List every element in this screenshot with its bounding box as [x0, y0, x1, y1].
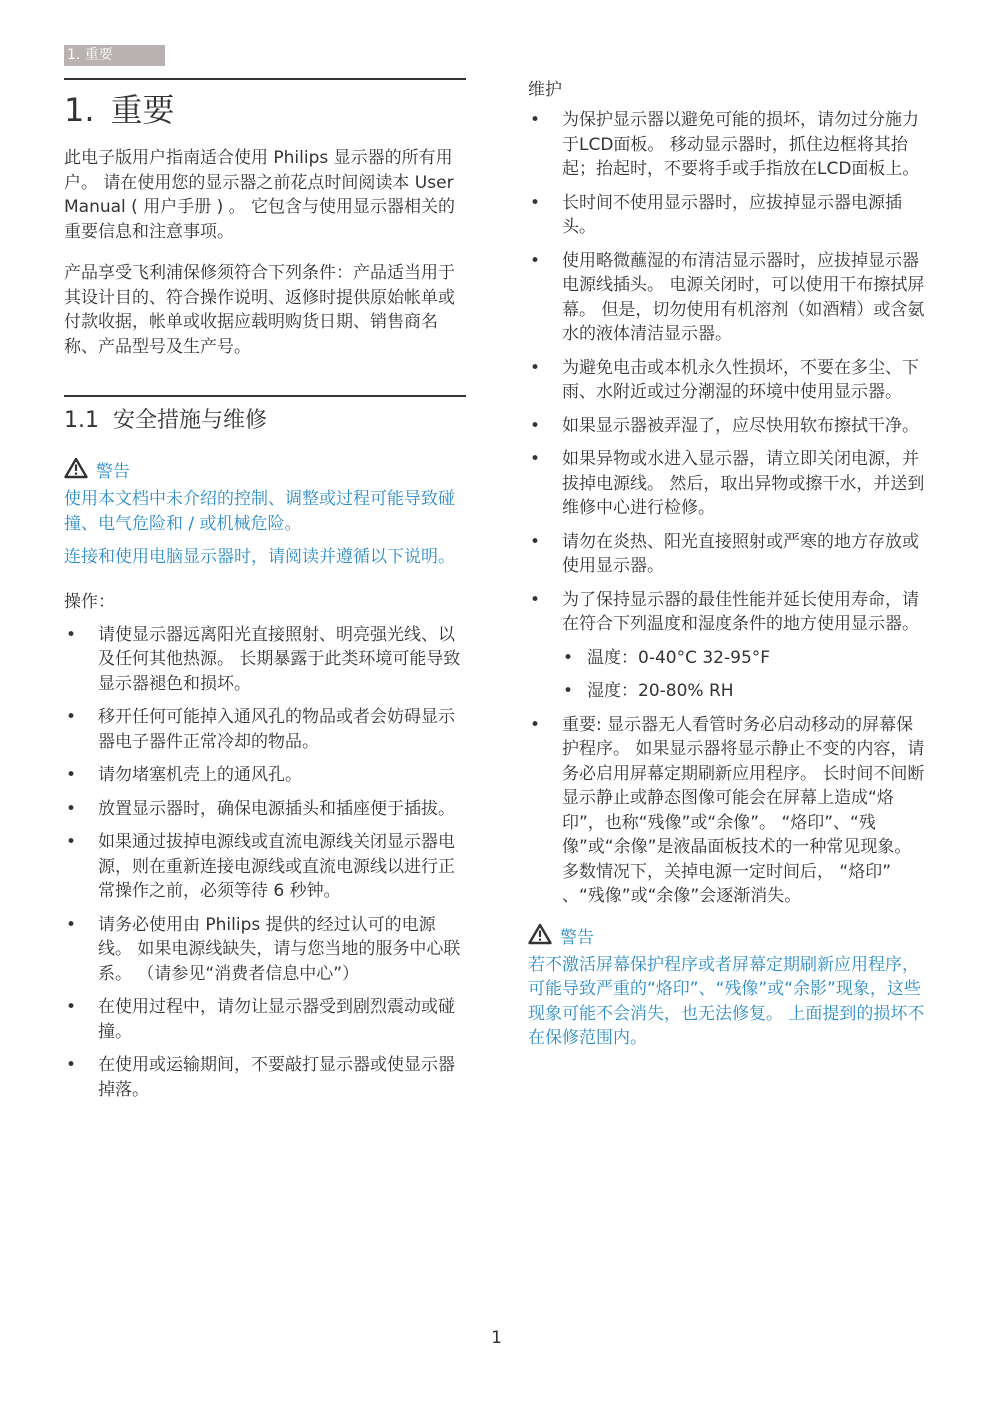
- condition-item: • 温度：0-40°C 32-95°F: [528, 646, 930, 671]
- list-item: • 请勿在炎热、阳光直接照射或严寒的地方存放或使用显示器。: [528, 530, 930, 579]
- page-number: 1: [491, 1328, 502, 1348]
- section-rule: [64, 78, 466, 80]
- warning-label: 警告: [96, 462, 130, 482]
- section-title: [64, 88, 466, 132]
- list-item: • 在使用过程中，请勿让显示器受到剧烈震动或碰撞。: [64, 995, 466, 1044]
- list-item: • 为避免电击或本机永久性损坏，不要在多尘、下雨、水附近或过分潮湿的环境中使用显示器。: [528, 356, 930, 405]
- maintenance-heading: 维护: [528, 80, 562, 100]
- warning-text: 若不激活屏幕保护程序或者屏幕定期刷新应用程序，可能导致严重的“烙印”、“残像”或“余影”现象，这些现象可能不会消失，也无法修复。 上面提到的损坏不在保修范围内。: [528, 954, 925, 1048]
- list-item: • 请务必使用由 Philips 提供的经过认可的电源线。 如果电源线缺失，请与您当地的服务中心联系。 （请参见“消费者信息中心”）: [64, 913, 466, 987]
- header-tab: 1. 重要: [64, 45, 165, 66]
- list-item: • 为了保持显示器的最佳性能并延长使用寿命，请在符合下列温度和湿度条件的地方使用显示器。: [528, 588, 930, 637]
- list-item: • 移开任何可能掉入通风孔的物品或者会妨碍显示器电子器件正常冷却的物品。: [64, 705, 466, 754]
- subsection-rule: [64, 395, 466, 397]
- list-item: • 使用略微蘸湿的布清洁显示器时，应拔掉显示器电源线插头。 电源关闭时，可以使用干布擦拭屏幕。 但是，切勿使用有机溶剂（如酒精）或含氨水的液体清洁显示器。: [528, 249, 930, 347]
- warning-label: 警告: [560, 927, 594, 948]
- warning-text-1: 使用本文档中未介绍的控制、调整或过程可能导致碰撞、电气危险和 / 或机械危险。: [64, 489, 455, 534]
- list-item: • 如果通过拔掉电源线或直流电源线关闭显示器电源，则在重新连接电源线或直流电源线以进行正常操作之前，必须等待 6 秒钟。: [64, 830, 466, 904]
- warning-icon: [64, 457, 88, 487]
- subsection-title-text: 安全措施与维修: [113, 408, 268, 433]
- list-item: • 如果显示器被弄湿了，应尽快用软布擦拭干净。: [528, 414, 930, 439]
- list-item: • 为保护显示器以避免可能的损坏，请勿过分施力于LCD面板。 移动显示器时，抓住边框将其抬起；抬起时，不要将手或手指放在LCD面板上。: [528, 108, 930, 182]
- condition-item: • 湿度：20-80% RH: [528, 679, 930, 704]
- warning-text-2: 连接和使用电脑显示器时，请阅读并遵循以下说明。: [64, 547, 455, 567]
- conditions-list: [528, 646, 930, 704]
- section-number: 1.: [64, 91, 95, 129]
- operation-list: [64, 623, 466, 1103]
- list-item: • 请勿堵塞机壳上的通风孔。: [64, 763, 466, 788]
- left-column: [64, 78, 466, 1102]
- warning-heading: [528, 923, 930, 953]
- maintenance-list: [528, 108, 930, 637]
- operation-heading: 操作：: [64, 591, 115, 612]
- important-note: • 重要: 显示器无人看管时务必启动移动的屏幕保护程序。 如果显示器将显示静止不变的内容，请务必启用屏幕定期刷新应用程序。 长时间不间断显示静止或静态图像可能会在屏幕上造成“烙印”，也称“残像”或“余像”。 “烙印”、“残像”或“余像”是液晶面板技术的一种常见现象。 多数情况下，关掉电源一定时间后， “烙印” 、“残像”或“余像”会逐渐消失。: [528, 713, 930, 909]
- list-item: • 放置显示器时，确保电源插头和插座便于插拔。: [64, 797, 466, 822]
- list-item: • 如果异物或水进入显示器，请立即关闭电源，并拔掉电源线。 然后，取出异物或擦干水，并送到维修中心进行检修。: [528, 447, 930, 521]
- section-title-text: 重要: [110, 91, 175, 129]
- intro-paragraph-1: 此电子版用户指南适合使用 Philips 显示器的所有用户。 请在使用您的显示器之前花点时间阅读本 User Manual ( 用户手册 ) 。 它包含与使用显示器相关的重要信息和注意事项。: [64, 148, 456, 242]
- subsection-title: [64, 405, 466, 437]
- list-item: • 在使用或运输期间，不要敲打显示器或使显示器掉落。: [64, 1053, 466, 1102]
- list-item: • 长时间不使用显示器时，应拔掉显示器电源插头。: [528, 191, 930, 240]
- intro-paragraph-2: 产品享受飞利浦保修须符合下列条件：产品适当用于其设计目的、符合操作说明、返修时提供原始帐单或付款收据，帐单或收据应载明购货日期、销售商名称、产品型号及生产号。: [64, 263, 455, 357]
- important-list: [528, 713, 930, 909]
- warning-icon: [528, 923, 552, 953]
- warning-heading: [64, 457, 466, 487]
- subsection-number: 1.1: [64, 408, 99, 433]
- right-column: [528, 78, 930, 1051]
- list-item: • 请使显示器远离阳光直接照射、明亮强光线、以及任何其他热源。 长期暴露于此类环境可能导致显示器褪色和损坏。: [64, 623, 466, 697]
